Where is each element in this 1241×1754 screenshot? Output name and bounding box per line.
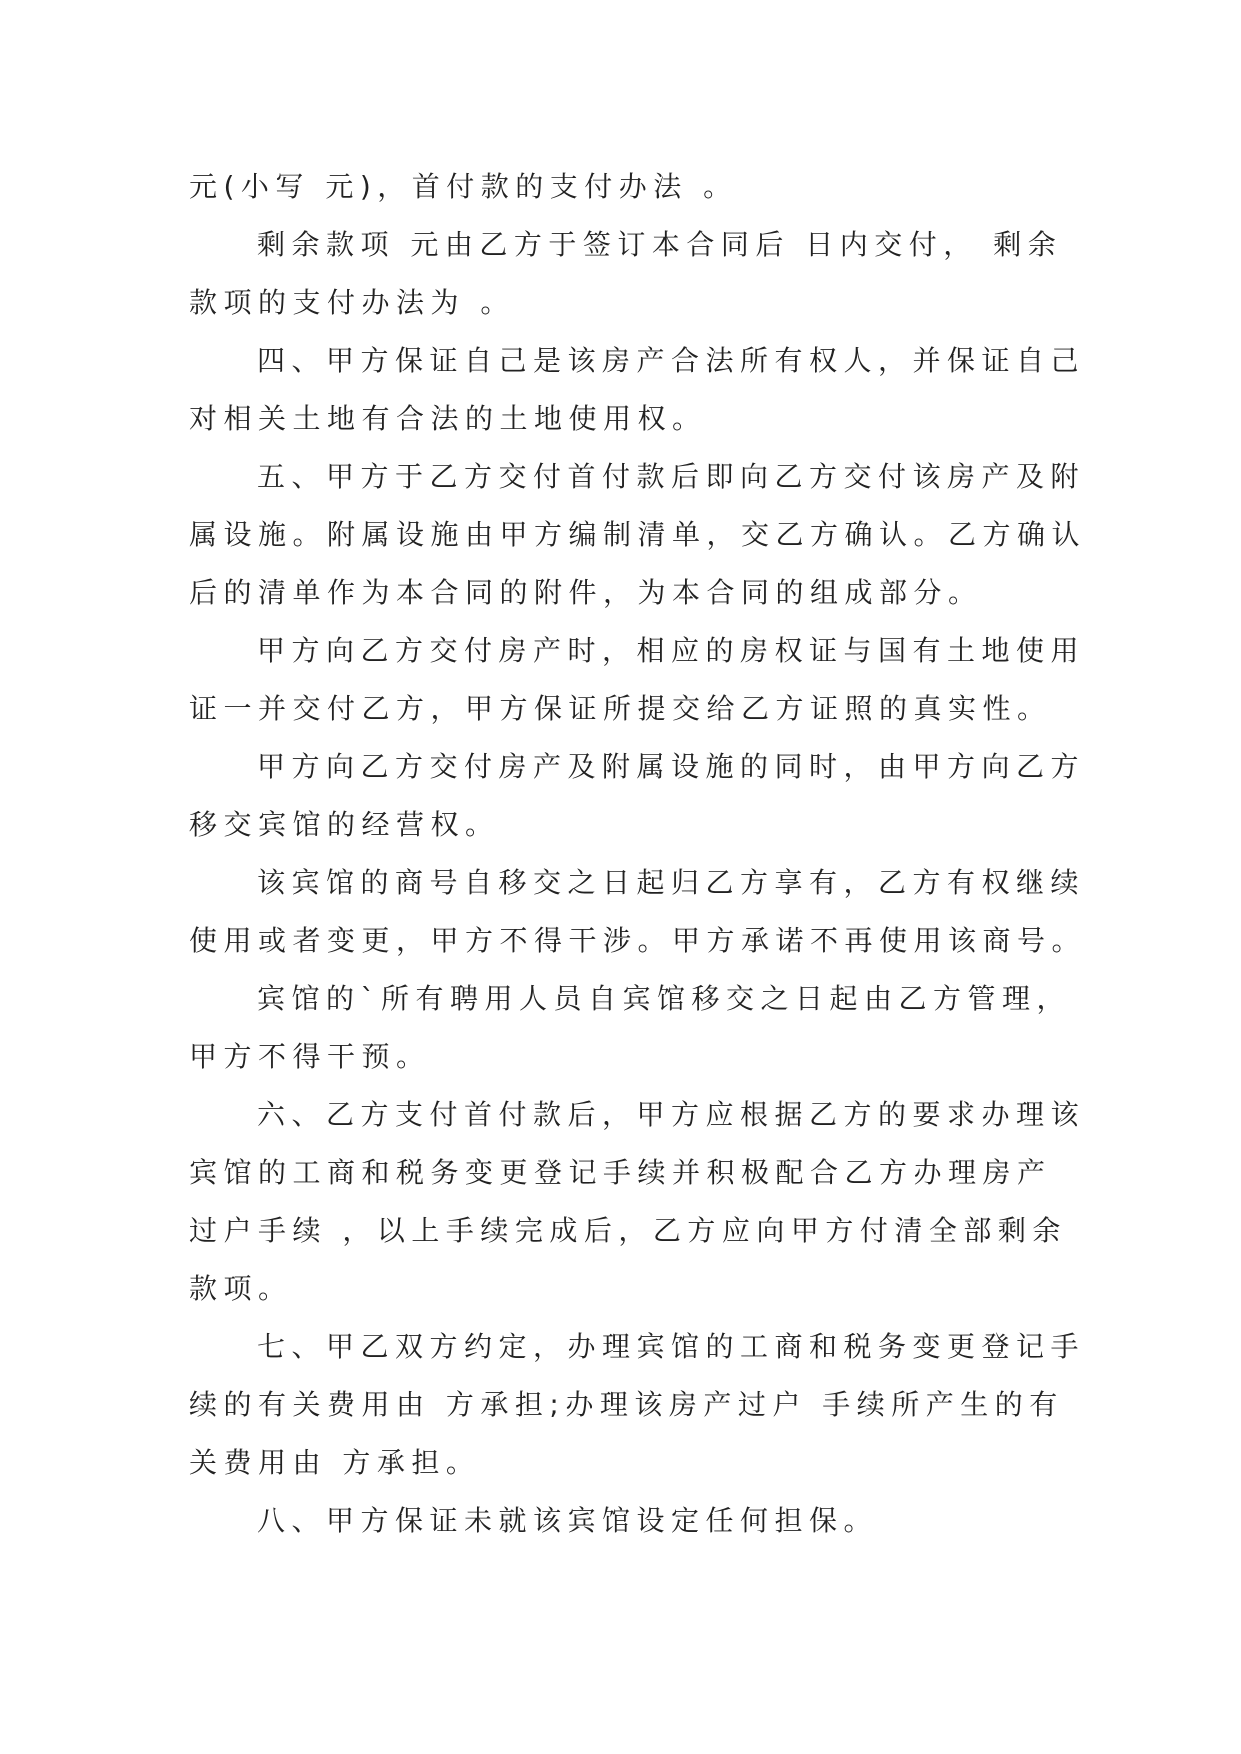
text-line: 属设施。附属设施由甲方编制清单，交乙方确认。乙方确认: [189, 518, 1087, 551]
text-line: 过户手续 ，以上手续完成后，乙方应向甲方付清全部剩余: [189, 1214, 1067, 1247]
text-line: 甲方向乙方交付房产及附属设施的同时，由甲方向乙方: [257, 750, 1086, 783]
text-line: 四、甲方保证自己是该房产合法所有权人，并保证自己: [257, 344, 1086, 377]
text-line: 该宾馆的商号自移交之日起归乙方享有，乙方有权继续: [257, 866, 1086, 899]
text-line: 后的清单作为本合同的附件，为本合同的组成部分。: [189, 576, 983, 609]
text-line: 元(小写 元)，首付款的支付办法 。: [189, 170, 738, 203]
text-line: 甲方向乙方交付房产时，相应的房权证与国有土地使用: [257, 634, 1086, 667]
text-line: 证一并交付乙方，甲方保证所提交给乙方证照的真实性。: [189, 692, 1052, 725]
text-line: 续的有关费用由 方承担;办理该房产过户 手续所产生的有: [189, 1388, 1064, 1421]
text-line: 宾馆的工商和税务变更登记手续并积极配合乙方办理房产: [189, 1156, 1052, 1189]
text-line: 移交宾馆的经营权。: [189, 808, 500, 841]
text-line: 五、甲方于乙方交付首付款后即向乙方交付该房产及附: [257, 460, 1086, 493]
text-line: 剩余款项 元由乙方于签订本合同后 日内交付， 剩余: [257, 228, 1063, 261]
text-line: 六、乙方支付首付款后，甲方应根据乙方的要求办理该: [257, 1098, 1086, 1131]
text-line: 使用或者变更，甲方不得干涉。甲方承诺不再使用该商号。: [189, 924, 1087, 957]
text-line: 宾馆的`所有聘用人员自宾馆移交之日起由乙方管理，: [257, 982, 1072, 1015]
text-line: 八、甲方保证未就该宾馆设定任何担保。: [257, 1504, 879, 1537]
text-line: 甲方不得干预。: [189, 1040, 431, 1073]
text-line: 对相关土地有合法的土地使用权。: [189, 402, 707, 435]
contract-text: [189, 158, 1087, 1550]
text-line: 七、甲乙双方约定，办理宾馆的工商和税务变更登记手: [257, 1330, 1086, 1363]
text-line: 关费用由 方承担。: [189, 1446, 481, 1479]
text-line: 款项的支付办法为 。: [189, 286, 515, 319]
text-line: 款项。: [189, 1272, 293, 1305]
